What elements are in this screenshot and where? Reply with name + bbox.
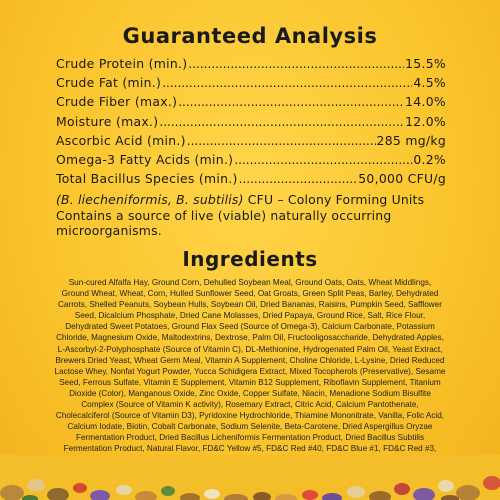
guaranteed-analysis-list xyxy=(56,56,446,190)
dot-leader xyxy=(178,95,404,109)
analysis-row xyxy=(56,152,446,171)
ingredients-title: Ingredients xyxy=(182,247,318,271)
analysis-value: 285 mg/kg xyxy=(376,132,446,148)
food-pellets-image xyxy=(0,455,500,500)
analysis-row xyxy=(56,133,446,152)
analysis-row xyxy=(56,94,446,113)
analysis-label: Total Bacillus Species (min.) xyxy=(56,171,238,187)
analysis-label: Omega-3 Fatty Acids (min.) xyxy=(56,151,234,167)
analysis-label: Crude Fiber (max.) xyxy=(56,94,178,110)
dot-leader xyxy=(187,134,376,148)
analysis-value: 0.2% xyxy=(413,151,446,167)
dot-leader xyxy=(188,57,404,71)
microorganism-statement: Contains a source of live (viable) naturally occurring microorganisms. xyxy=(56,207,392,238)
analysis-label: Ascorbic Acid (min.) xyxy=(56,132,186,148)
cfu-definition: CFU – Colony Forming Units xyxy=(243,192,425,207)
bacillus-species: (B. liecheniformis, B. subtilis) xyxy=(56,192,244,207)
analysis-value: 14.0% xyxy=(405,94,446,110)
guaranteed-analysis-title: Guaranteed Analysis xyxy=(122,24,378,48)
analysis-label: Crude Fat (min.) xyxy=(56,75,162,91)
analysis-row xyxy=(56,56,446,75)
cfu-note xyxy=(56,192,456,239)
dot-leader xyxy=(234,153,412,167)
analysis-value: 4.5% xyxy=(413,75,446,91)
analysis-value: 50,000 CFU/g xyxy=(358,171,446,187)
analysis-row xyxy=(56,75,446,94)
dot-leader xyxy=(159,115,404,129)
analysis-row xyxy=(56,114,446,133)
analysis-label: Moisture (max.) xyxy=(56,113,159,129)
analysis-value: 15.5% xyxy=(405,56,446,71)
analysis-row xyxy=(56,171,446,190)
ingredients-text: Sun-cured Alfalfa Hay, Ground Corn, Dehulled Soybean Meal, Ground Oats, Oats, Wheat Middlings, Ground Wheat, Wheat, Corn, Hulled Sunflower Seed, Oat Groats, Green Split Peas, Barley, Dehydrated Carrots, Shelled Peanuts, Soybean Hulls, Soybean Oil, Dried Bananas, Raisins, Pumpkin Seed, Safflower Seed, Dicalcium Phosphate, Dried Cane Molasses, Dried Papaya, Ground Rice, Salt, Rice Flour, Dehydrated Sweet Potatoes, Ground Flax Seed (Source of Omega-3), Calcium Carbonate, Potassium Chloride, Magnesium Oxide, Maltodextrins, Dextrose, Palm Oil, Fructooligosaccharide, Dehydrated Apples, L-Ascorbyl-2-Polyphosphate (Source of Vitamin C), DL-Methionine, Hydrogenated Palm Oil, Yeast Extract, Brewers Dried Yeast, Wheat Germ Meal, Vitamin A Supplement, Choline Chloride, L-Lysine, Dried Reduced Lactose Whey, Nonfat Yogurt Powder, Yucca Schidigera Extract, Mixed Tocopherols (Preservative), Sesame Seed, Ferrous Sulfate, Vitamin E Supplement, Vitamin B12 Supplement, Riboflavin Supplement, Titanium Dioxide (Color), Manganous Oxide, Zinc Oxide, Copper Sulfate, Niacin, Menadione Sodium Bisulfite Complex (Source of Vitamin K activity), Rosemary Extract, Citric Acid, Calcium Pantothenate, Cholecalciferol (Source of Vitamin D3), Pyridoxine Hydrochloride, Thiamine Mononitrate, Vanilla, Folic Acid, Calcium Iodate, Biotin, Cobalt Carbonate, Sodium Selenite, Beta-Carotene, Dried Aspergillus Oryzae Fermentation Product, Dried Bacillus Licheniformis Fermentation Product, Dried Bacillus Subtilis Fermentation Product, Natural Flavor, FD&C Yellow #5, FD&C Red #40, FD&C Blue #1, FD&C Red #3, xyxy=(54,278,446,454)
dot-leader xyxy=(162,76,412,90)
analysis-value: 12.0% xyxy=(405,113,446,129)
analysis-label: Crude Protein (min.) xyxy=(56,56,188,71)
dot-leader xyxy=(239,172,358,186)
